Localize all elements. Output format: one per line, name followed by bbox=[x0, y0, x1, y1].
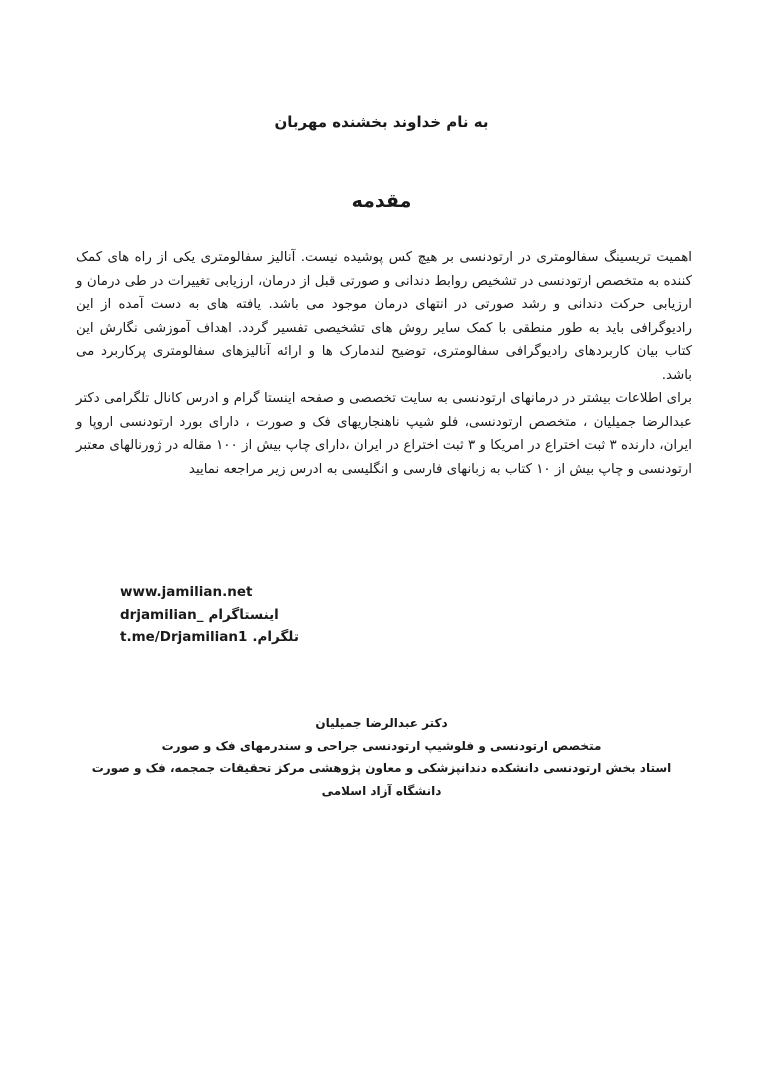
contact-links bbox=[120, 581, 320, 649]
website-row bbox=[120, 581, 320, 604]
author-title-line1: متخصص ارتودنسی و فلوشیپ ارتودنسی جراحی و سندرمهای فک و صورت bbox=[161, 738, 602, 753]
section-title: مقدمه bbox=[351, 190, 412, 212]
paragraph-purpose: اهمیت تریسینگ سفالومتری در ارتودنسی بر هیچ کس پوشیده نیست. آنالیز سفالومتری یکی از راه های کمک کننده به متخصص ارتودنسی در تشخیص روابط دندانی و صورتی قبل از درمان، ارزیابی تغییرات در طی درمان و ارزیابی حرکت دندانی و رشد صورتی در انتهای درمان موجود می باشد. یافته های به دست آمده از این رادیوگرافی باید به طور منطقی با کمک سایر روش های تشخیصی تفسیر گردد. اهداف آموزشی نگارش این کتاب بیان کاربردهای رادیوگرافی سفالومتری، توضیح لندمارک ها و ارائه آنالیزهای سفالومتری پرکاربرد می باشد. bbox=[76, 250, 692, 383]
instagram-label: اینستاگرام bbox=[208, 606, 279, 623]
author-title-line2: استاد بخش ارتودنسی دانشکده دندانپزشکی و معاون پژوهشی مرکز تحقیقات جمجمه، فک و صورت bbox=[91, 761, 672, 775]
author-block bbox=[0, 712, 763, 802]
telegram-link[interactable]: t.me/Drjamilian1 bbox=[120, 629, 248, 645]
paragraph-contact-info: برای اطلاعات بیشتر در درمانهای ارتودنسی به سایت تخصصی و صفحه اینستا گرام و ادرس کانال تلگرامی دکتر عبدالرضا جمیلیان ، متخصص ارتودنسی، فلو شیپ ناهنجاریهای فک و صورت ، دارای بورد ارتودنسی اروپا و ایران، دارنده ۳ ثبت اختراع در امریکا و ۳ ثبت اختراع در ایران ،دارای چاپ بیش از ۱۰۰ مقاله در ژورنالهای معتبر ارتودنسی و چاپ بیش از ۱۰ کتاب به زبانهای فارسی و انگلیسی به ادرس زیر مراجعه نمایید bbox=[76, 391, 692, 477]
bismillah-heading: به نام خداوند بخشنده مهربان bbox=[274, 113, 489, 131]
author-affiliation: دانشگاه آزاد اسلامی bbox=[321, 783, 442, 798]
telegram-label: تلگرام. bbox=[252, 629, 299, 645]
author-name: دکتر عبدالرضا جمیلیان bbox=[315, 716, 448, 730]
instagram-handle[interactable]: drjamilian_ bbox=[120, 606, 204, 623]
website-link[interactable]: www.jamilian.net bbox=[120, 584, 253, 600]
telegram-row bbox=[120, 626, 320, 649]
introduction-text bbox=[76, 246, 692, 481]
instagram-row bbox=[120, 604, 320, 627]
